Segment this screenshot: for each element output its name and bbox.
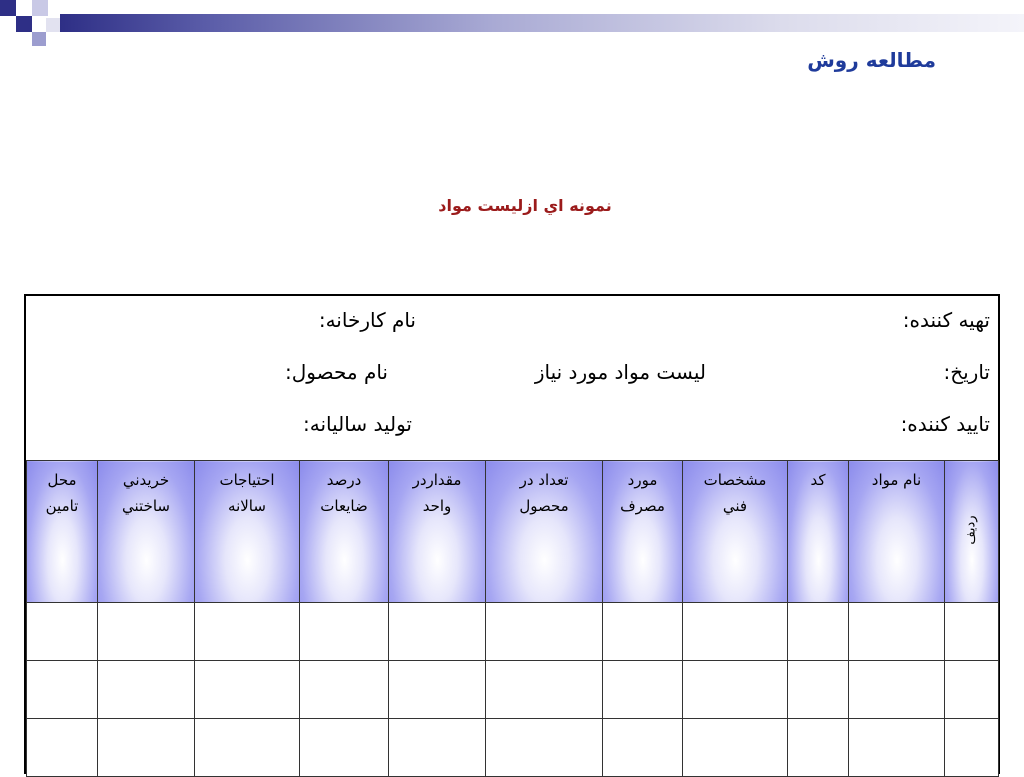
table-cell (603, 603, 683, 661)
table-row (27, 603, 999, 661)
table-cell (849, 603, 945, 661)
col-header-technical-specs: مشخصات فني (683, 461, 788, 603)
col-header-supply-source: محل تامين (27, 461, 98, 603)
table-cell (945, 603, 999, 661)
table-row (27, 661, 999, 719)
table-cell (389, 661, 486, 719)
table-cell (486, 661, 603, 719)
table-cell (788, 603, 849, 661)
decor-gradient-bar (60, 14, 1024, 32)
table-cell (27, 661, 98, 719)
table-cell (98, 661, 195, 719)
factory-name-label: نام كارخانه: (318, 308, 416, 332)
slide-title: مطالعه روش (807, 48, 936, 72)
table-header-row (27, 461, 999, 603)
col-header-annual-requirement: احتياجات سالانه (195, 461, 300, 603)
table-cell (683, 661, 788, 719)
col-header-waste-percent: درصد ضايعات (300, 461, 389, 603)
table-cell (603, 661, 683, 719)
materials-table (26, 460, 999, 777)
table-cell (27, 603, 98, 661)
table-cell (195, 603, 300, 661)
decor-square (16, 16, 32, 32)
list-title: ليست مواد مورد نياز (534, 360, 706, 384)
product-name-label: نام محصول: (285, 360, 388, 384)
decor-square (32, 32, 46, 46)
col-header-material-name: نام مواد (849, 461, 945, 603)
decor-square (46, 18, 60, 32)
table-cell (300, 603, 389, 661)
table-cell (683, 603, 788, 661)
material-list-form (24, 294, 1000, 774)
table-cell (788, 661, 849, 719)
table-cell (300, 661, 389, 719)
col-header-row-number: رديف (945, 461, 999, 603)
col-header-count-in-product: تعداد در محصول (486, 461, 603, 603)
table-cell (849, 661, 945, 719)
table-cell (98, 603, 195, 661)
col-header-usage: مورد مصرف (603, 461, 683, 603)
col-header-buy-make: خريدني ساختني (98, 461, 195, 603)
top-decoration (0, 0, 1024, 40)
table-cell (389, 603, 486, 661)
table-cell (486, 603, 603, 661)
decor-square (0, 0, 16, 16)
date-label: تاريخ: (943, 360, 990, 384)
annual-production-label: توليد ساليانه: (303, 412, 412, 436)
table-cell (945, 661, 999, 719)
subtitle: نمونه اي ازليست مواد (438, 196, 612, 215)
col-header-quantity-per-unit: مقداردر واحد (389, 461, 486, 603)
col-header-code: كد (788, 461, 849, 603)
table-cell (195, 661, 300, 719)
prepared-by-label: تهيه كننده: (902, 308, 990, 332)
decor-square (32, 0, 48, 16)
approved-by-label: تاييد كننده: (900, 412, 990, 436)
